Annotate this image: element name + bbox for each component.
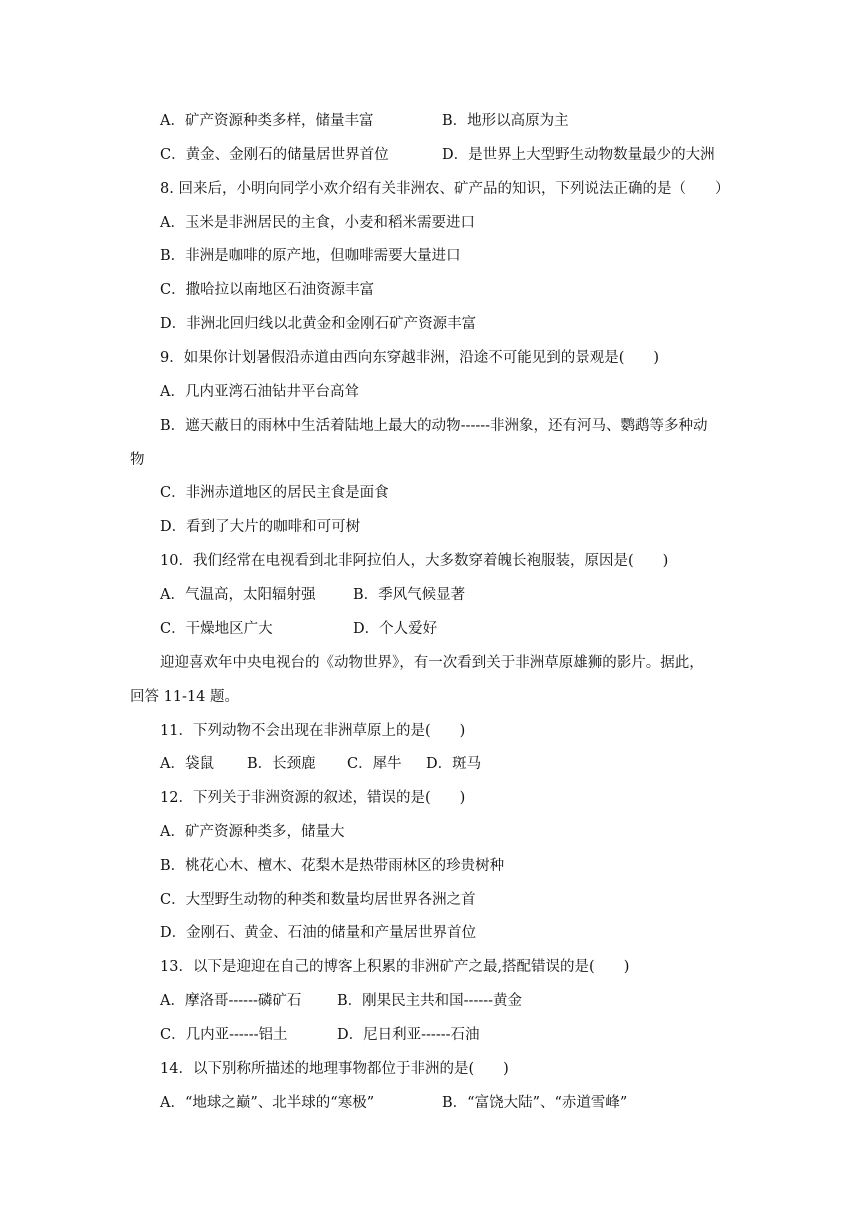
q9-option-a: A．几内亚湾石油钻井平台高耸	[160, 384, 359, 400]
q8-option-b: B．非洲是咖啡的原产地，但咖啡需要大量进口	[160, 248, 461, 264]
q12-option-a: A．矿产资源种类多，储量大	[160, 824, 345, 840]
q11-option-d: D．斑马	[426, 756, 482, 772]
q11-stem: 11．下列动物不会出现在非洲草原上的是( )	[160, 723, 466, 739]
q14-option-b: B．“富饶大陆”、“赤道雪峰”	[442, 1095, 628, 1111]
q13-stem: 13．以下是迎迎在自己的博客上积累的非洲矿产之最,搭配错误的是( )	[160, 959, 630, 975]
q13-option-a: A．摩洛哥------磷矿石	[160, 993, 302, 1009]
q10-options-row-1	[160, 585, 466, 605]
q7-option-a: A．矿产资源种类多样，储量丰富	[160, 113, 374, 129]
intro-passage-line-2: 回答 11-14 题。	[130, 689, 240, 705]
q13-option-b: B．刚果民主共和国------黄金	[337, 993, 523, 1009]
q9-option-b-line-1: B．遮天蔽日的雨林中生活着陆地上最大的动物------非洲象，还有河马、鹦鹉等多种动	[160, 418, 708, 434]
q10-options-row-2	[160, 619, 438, 639]
q7-options-row-2	[160, 145, 715, 165]
q10-option-b: B．季风气候显著	[353, 587, 466, 603]
q7-option-c: C．黄金、金刚石的储量居世界首位	[160, 147, 389, 163]
q8-option-d: D．非洲北回归线以北黄金和金刚石矿产资源丰富	[160, 316, 477, 332]
q9-option-c: C．非洲赤道地区的居民主食是面食	[160, 485, 389, 501]
q10-stem: 10．我们经常在电视看到北非阿拉伯人，大多数穿着魄长袍服装，原因是( )	[160, 553, 669, 569]
q11-options-row	[160, 754, 482, 774]
intro-passage-line-1: 迎迎喜欢年中央电视台的《动物世界》，有一次看到关于非洲草原雄狮的影片。据此，	[160, 655, 704, 671]
q11-option-b: B．长颈鹿	[247, 756, 316, 772]
q12-option-c: C．大型野生动物的种类和数量均居世界各洲之首	[160, 892, 476, 908]
q14-options-row	[160, 1093, 628, 1113]
q14-option-a: A．“地球之巅”、北半球的“寒极”	[160, 1095, 375, 1111]
q12-option-b: B．桃花心木、檀木、花梨木是热带雨林区的珍贵树种	[160, 858, 505, 874]
q7-option-d: D．是世界上大型野生动物数量最少的大洲	[442, 147, 715, 163]
q12-stem: 12．下列关于非洲资源的叙述，错误的是( )	[160, 790, 466, 806]
q8-stem: 8. 回来后，小明向同学小欢介绍有关非洲农、矿产品的知识，下列说法正确的是（ ）	[160, 181, 730, 197]
q10-option-a: A．气温高，太阳辐射强	[160, 587, 316, 603]
q11-option-a: A．袋鼠	[160, 756, 214, 772]
q14-stem: 14．以下别称所描述的地理事物都位于非洲的是( )	[160, 1061, 509, 1077]
q8-option-c: C．撒哈拉以南地区石油资源丰富	[160, 282, 375, 298]
q13-option-d: D．尼日利亚------石油	[337, 1027, 480, 1043]
q13-options-row-1	[160, 991, 523, 1011]
q11-option-c: C．犀牛	[347, 756, 402, 772]
q9-option-d: D．看到了大片的咖啡和可可树	[160, 519, 361, 535]
q10-option-c: C．干燥地区广大	[160, 621, 273, 637]
q13-options-row-2	[160, 1025, 480, 1045]
q12-option-d: D．金刚石、黄金、石油的储量和产量居世界首位	[160, 925, 477, 941]
q9-option-b-line-2: 物	[130, 452, 145, 468]
q7-options-row-1	[160, 111, 569, 131]
q10-option-d: D．个人爱好	[353, 621, 438, 637]
q8-option-a: A．玉米是非洲居民的主食，小麦和稻米需要进口	[160, 215, 475, 231]
q9-stem: 9．如果你计划暑假沿赤道由西向东穿越非洲，沿途不可能见到的景观是( )	[160, 350, 660, 366]
q7-option-b: B．地形以高原为主	[442, 113, 569, 129]
q13-option-c: C．几内亚------铝土	[160, 1027, 288, 1043]
